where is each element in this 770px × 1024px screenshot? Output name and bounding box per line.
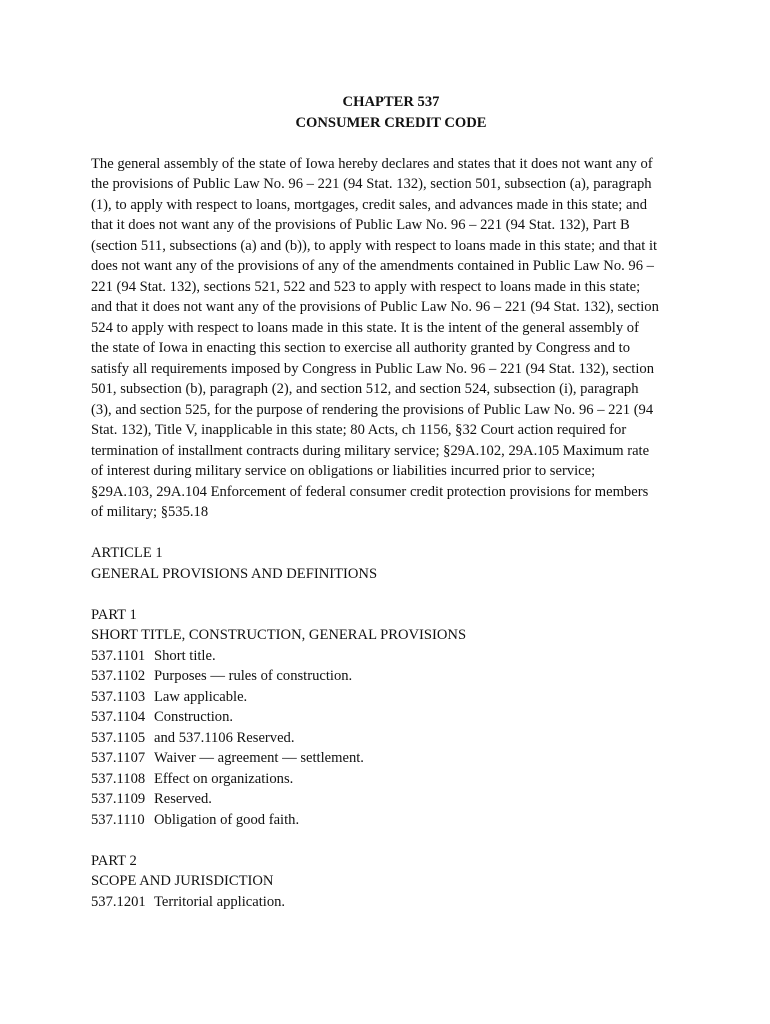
chapter-number: CHAPTER 537 [342, 94, 440, 110]
intro-line: termination of installment contracts during military service; §29A.102, 29A.105 Maximum rate [91, 442, 650, 459]
toc-entry [91, 666, 691, 687]
intro-paragraph [91, 154, 691, 523]
part-1 [91, 605, 691, 831]
toc-entry [91, 646, 691, 667]
section-title: and 537.1106 Reserved. [154, 729, 295, 746]
toc-entry [91, 892, 691, 913]
intro-line: §29A.103, 29A.104 Enforcement of federal consumer credit protection provisions for members [91, 483, 649, 500]
spacer [91, 830, 691, 851]
spacer [91, 584, 691, 605]
intro-line: the state of Iowa in enacting this section to exercise all authority granted by Congress and to [91, 340, 631, 356]
section-title: Waiver — agreement — settlement. [154, 750, 364, 766]
part-title: SHORT TITLE, CONSTRUCTION, GENERAL PROVISIONS [91, 627, 467, 643]
chapter-title: CONSUMER CREDIT CODE [295, 114, 487, 131]
intro-line: The general assembly of the state of Iowa hereby declares and states that it does not want any of [91, 155, 653, 172]
article-title: GENERAL PROVISIONS AND DEFINITIONS [91, 565, 378, 582]
part-number: PART 1 [91, 606, 137, 623]
spacer [91, 133, 691, 154]
intro-line: does not want any of the provisions of any of the amendments contained in Public Law No. 96 – [91, 258, 654, 274]
section-number: 537.1105 [91, 729, 146, 746]
intro-line: and that it does not want any of the provisions of Public Law No. 96 – 221 (94 Stat. 132), section [91, 299, 659, 315]
toc-entry [91, 810, 691, 831]
section-title: Obligation of good faith. [154, 811, 300, 828]
part-2 [91, 851, 691, 913]
intro-line: 501, subsection (b), paragraph (2), and section 512, and section 524, subsection (i), paragraph [91, 381, 639, 397]
spacer [91, 523, 691, 544]
intro-line: (1), to apply with respect to loans, mortgages, credit sales, and advances made in this state; and [91, 196, 648, 213]
section-title: Territorial application. [154, 893, 286, 910]
section-number: 537.1103 [91, 688, 146, 705]
section-number: 537.1110 [91, 811, 145, 828]
section-number: 537.1101 [91, 647, 146, 664]
intro-line: of military; §535.18 [91, 504, 209, 520]
intro-line: of interest during military service on obligations or liabilities incurred prior to service; [91, 463, 596, 479]
intro-line: that it does not want any of the provisions of Public Law No. 96 – 221 (94 Stat. 132), Part B [91, 217, 630, 233]
section-number: 537.1108 [91, 770, 146, 787]
section-title: Purposes — rules of construction. [154, 668, 353, 684]
toc-entry [91, 707, 691, 728]
toc-entry [91, 769, 691, 790]
toc-entry [91, 789, 691, 810]
document-page [91, 92, 691, 912]
section-title: Construction. [154, 709, 234, 725]
part-number: PART 2 [91, 852, 137, 869]
section-title: Law applicable. [154, 688, 248, 705]
section-number: 537.1104 [91, 709, 146, 725]
intro-line: the provisions of Public Law No. 96 – 221 (94 Stat. 132), section 501, subsection (a), paragraph [91, 176, 652, 192]
intro-line: Stat. 132), Title V, inapplicable in this state; 80 Acts, ch 1156, §32 Court action required for [91, 422, 627, 438]
article-number: ARTICLE 1 [91, 545, 163, 561]
section-title: Reserved. [154, 791, 212, 807]
intro-line: (3), and section 525, for the purpose of rendering the provisions of Public Law No. 96 – 221 (94 [91, 401, 654, 418]
section-number: 537.1107 [91, 750, 146, 766]
section-number: 537.1109 [91, 791, 146, 807]
intro-line: 524 to apply with respect to loans made in this state. It is the intent of the general assembly of [91, 319, 639, 336]
intro-line: (section 511, subsections (a) and (b)), to apply with respect to loans made in this state; and that it [91, 237, 658, 254]
section-title: Short title. [154, 647, 216, 664]
toc-entry [91, 687, 691, 708]
section-title: Effect on organizations. [154, 770, 294, 787]
section-number: 537.1201 [91, 893, 146, 910]
part-title: SCOPE AND JURISDICTION [91, 873, 274, 889]
intro-line: 221 (94 Stat. 132), sections 521, 522 and 523 to apply with respect to loans made in this state; [91, 278, 641, 295]
section-number: 537.1102 [91, 668, 146, 684]
toc-entry [91, 728, 691, 749]
intro-line: satisfy all requirements imposed by Congress in Public Law No. 96 – 221 (94 Stat. 132), section [91, 360, 654, 377]
toc-entry [91, 748, 691, 769]
